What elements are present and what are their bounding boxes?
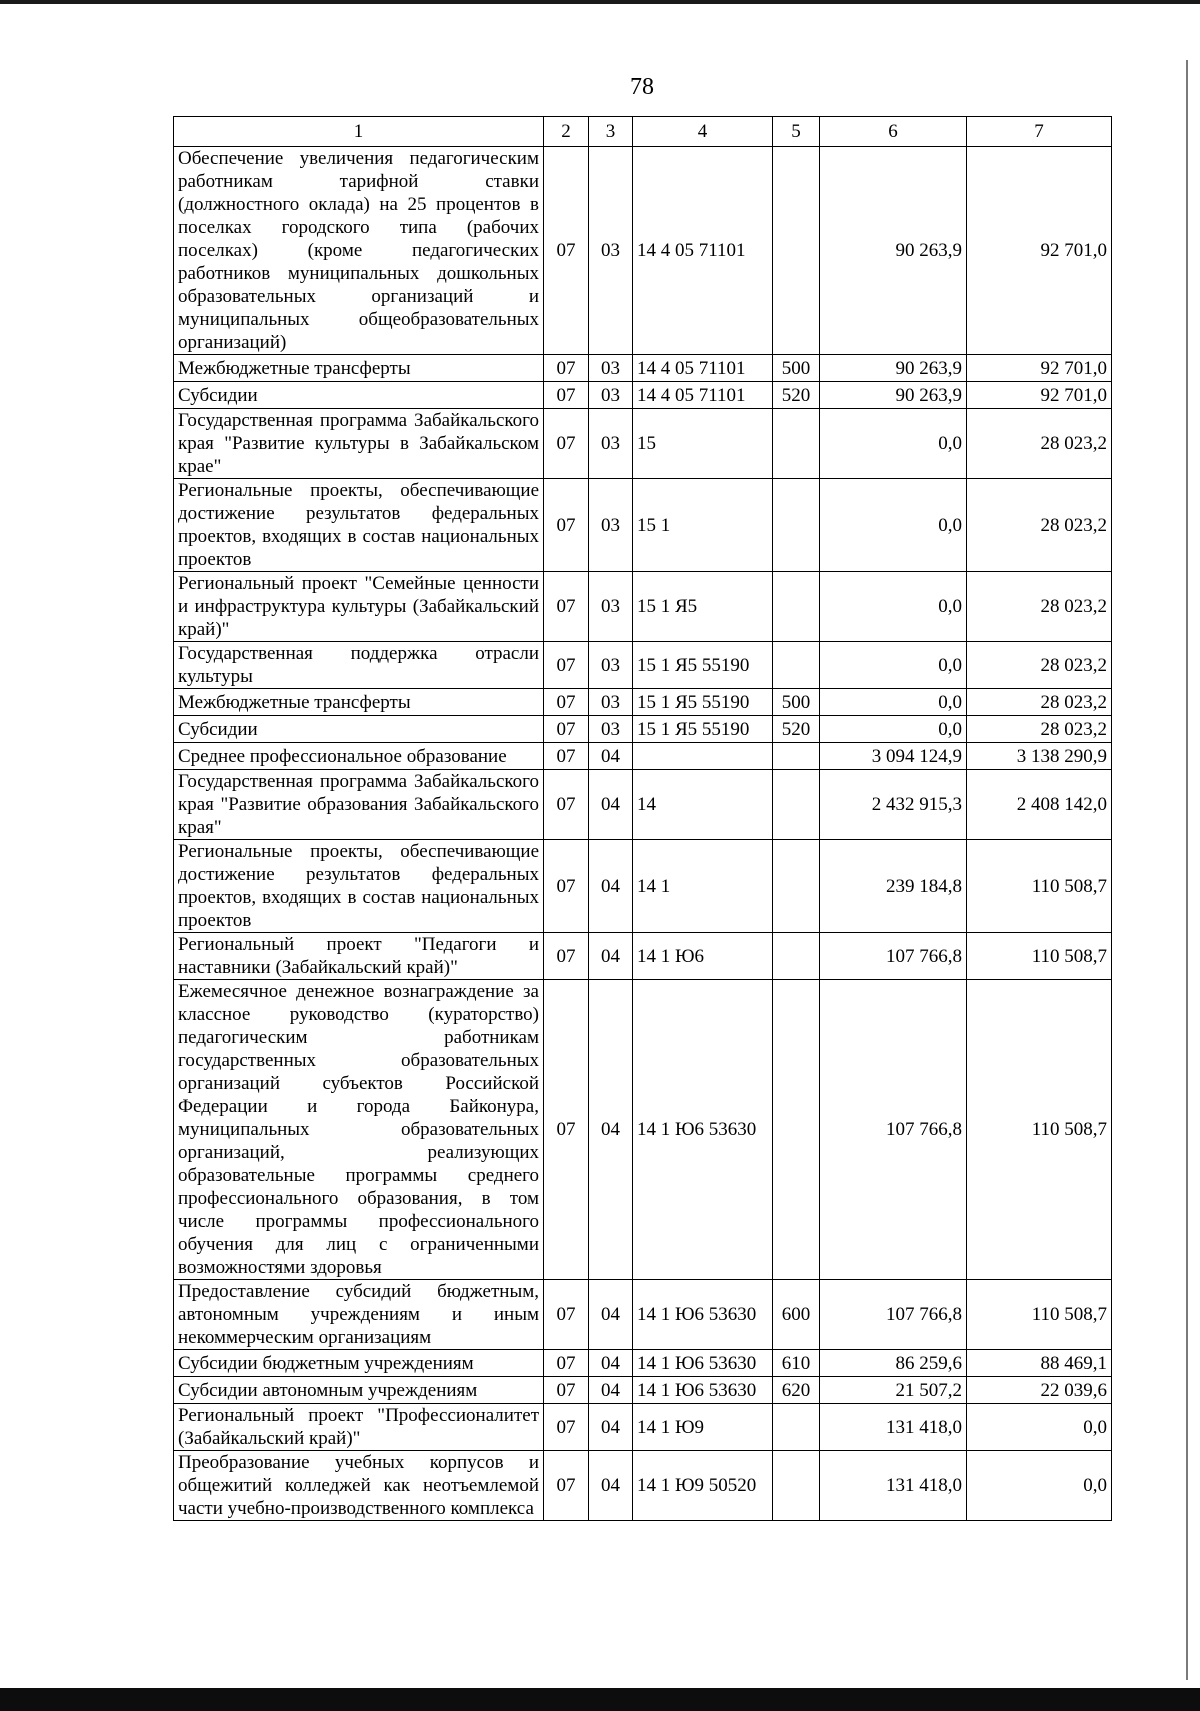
amount-year-2: 92 701,0 (967, 147, 1112, 355)
amount-year-1: 2 432 915,3 (820, 770, 967, 840)
row-name: Государственная программа Забайкальского края "Развитие образования Забайкальского края" (174, 770, 544, 840)
target-article-code: 14 1 Ю6 53630 (633, 1350, 773, 1377)
amount-year-2: 88 469,1 (967, 1350, 1112, 1377)
column-header: 5 (773, 117, 820, 147)
subsection-code: 03 (589, 716, 633, 743)
expense-type-code: 610 (773, 1350, 820, 1377)
subsection-code: 04 (589, 770, 633, 840)
amount-year-2: 28 023,2 (967, 479, 1112, 572)
header-row (174, 117, 1112, 147)
section-code: 07 (544, 1280, 589, 1350)
expense-type-code: 520 (773, 382, 820, 409)
column-header: 1 (174, 117, 544, 147)
row-name: Региональный проект "Педагоги и наставники (Забайкальский край)" (174, 933, 544, 980)
amount-year-1: 0,0 (820, 642, 967, 689)
subsection-code: 04 (589, 1280, 633, 1350)
row-name: Преобразование учебных корпусов и общежитий колледжей как неотъемлемой части учебно-производственного комплекса (174, 1451, 544, 1521)
table-row (174, 980, 1112, 1280)
expense-type-code: 620 (773, 1377, 820, 1404)
row-name: Среднее профессиональное образование (174, 743, 544, 770)
section-code: 07 (544, 689, 589, 716)
table-row (174, 382, 1112, 409)
table-row (174, 933, 1112, 980)
section-code: 07 (544, 479, 589, 572)
table-row (174, 572, 1112, 642)
amount-year-2: 0,0 (967, 1404, 1112, 1451)
section-code: 07 (544, 743, 589, 770)
row-name: Межбюджетные трансферты (174, 355, 544, 382)
amount-year-2: 28 023,2 (967, 689, 1112, 716)
row-name: Обеспечение увеличения педагогическим работникам тарифной ставки (должностного оклада) на 25 процентов в поселках городского типа (рабочих поселках) (кроме педагогических работников муниципальных дошкольных образовательных организаций и муниципальных общеобразовательных организаций) (174, 147, 544, 355)
target-article-code: 14 (633, 770, 773, 840)
page-number: 78 (630, 74, 654, 100)
target-article-code: 14 4 05 71101 (633, 147, 773, 355)
expense-type-code (773, 572, 820, 642)
table-row (174, 743, 1112, 770)
section-code: 07 (544, 980, 589, 1280)
row-name: Субсидии (174, 716, 544, 743)
amount-year-2: 3 138 290,9 (967, 743, 1112, 770)
amount-year-1: 107 766,8 (820, 933, 967, 980)
amount-year-1: 3 094 124,9 (820, 743, 967, 770)
section-code: 07 (544, 409, 589, 479)
row-name: Межбюджетные трансферты (174, 689, 544, 716)
amount-year-2: 110 508,7 (967, 1280, 1112, 1350)
amount-year-1: 0,0 (820, 409, 967, 479)
expense-type-code (773, 479, 820, 572)
expense-type-code (773, 933, 820, 980)
target-article-code: 15 1 Я5 55190 (633, 689, 773, 716)
target-article-code: 15 1 Я5 55190 (633, 716, 773, 743)
target-article-code: 14 4 05 71101 (633, 355, 773, 382)
table-row (174, 840, 1112, 933)
expense-type-code: 500 (773, 355, 820, 382)
expense-type-code (773, 840, 820, 933)
expense-type-code (773, 147, 820, 355)
amount-year-1: 239 184,8 (820, 840, 967, 933)
section-code: 07 (544, 382, 589, 409)
table-row (174, 689, 1112, 716)
amount-year-1: 0,0 (820, 479, 967, 572)
expense-type-code: 600 (773, 1280, 820, 1350)
table-row (174, 770, 1112, 840)
target-article-code: 14 1 Ю9 (633, 1404, 773, 1451)
subsection-code: 04 (589, 933, 633, 980)
target-article-code: 15 (633, 409, 773, 479)
amount-year-2: 92 701,0 (967, 355, 1112, 382)
subsection-code: 03 (589, 147, 633, 355)
amount-year-1: 90 263,9 (820, 355, 967, 382)
amount-year-2: 92 701,0 (967, 382, 1112, 409)
column-header: 2 (544, 117, 589, 147)
amount-year-1: 21 507,2 (820, 1377, 967, 1404)
section-code: 07 (544, 1350, 589, 1377)
amount-year-1: 90 263,9 (820, 382, 967, 409)
column-header: 4 (633, 117, 773, 147)
amount-year-2: 28 023,2 (967, 572, 1112, 642)
target-article-code: 14 1 (633, 840, 773, 933)
table-row (174, 147, 1112, 355)
subsection-code: 03 (589, 355, 633, 382)
amount-year-2: 28 023,2 (967, 642, 1112, 689)
row-name: Ежемесячное денежное вознаграждение за классное руководство (кураторство) педагогическим работникам государственных образовательных организаций субъектов Российской Федерации и города Байконура, муниципальных образовательных организаций, реализующих образовательные программы среднего профессионального образования, в том числе программы профессионального обучения для лиц с ограниченными возможностями здоровья (174, 980, 544, 1280)
table-row (174, 479, 1112, 572)
section-code: 07 (544, 572, 589, 642)
row-name: Субсидии бюджетным учреждениям (174, 1350, 544, 1377)
scan-edge-right (1186, 60, 1188, 1680)
section-code: 07 (544, 1404, 589, 1451)
row-name: Региональные проекты, обеспечивающие достижение результатов федеральных проектов, входящих в состав национальных проектов (174, 840, 544, 933)
column-header: 3 (589, 117, 633, 147)
table-row (174, 716, 1112, 743)
subsection-code: 03 (589, 689, 633, 716)
amount-year-1: 0,0 (820, 572, 967, 642)
amount-year-2: 0,0 (967, 1451, 1112, 1521)
row-name: Региональный проект "Профессионалитет (Забайкальский край)" (174, 1404, 544, 1451)
row-name: Государственная поддержка отрасли культуры (174, 642, 544, 689)
expense-type-code (773, 642, 820, 689)
amount-year-1: 107 766,8 (820, 1280, 967, 1350)
section-code: 07 (544, 147, 589, 355)
amount-year-2: 110 508,7 (967, 933, 1112, 980)
target-article-code: 14 1 Ю6 (633, 933, 773, 980)
row-name: Субсидии автономным учреждениям (174, 1377, 544, 1404)
amount-year-1: 0,0 (820, 716, 967, 743)
subsection-code: 04 (589, 1350, 633, 1377)
target-article-code: 14 1 Ю6 53630 (633, 1280, 773, 1350)
expense-type-code (773, 980, 820, 1280)
row-name: Субсидии (174, 382, 544, 409)
table-row (174, 1280, 1112, 1350)
row-name: Государственная программа Забайкальского края "Развитие культуры в Забайкальском крае" (174, 409, 544, 479)
subsection-code: 03 (589, 642, 633, 689)
row-name: Региональный проект "Семейные ценности и инфраструктура культуры (Забайкальский край)" (174, 572, 544, 642)
amount-year-1: 131 418,0 (820, 1404, 967, 1451)
table-row (174, 355, 1112, 382)
target-article-code: 15 1 Я5 (633, 572, 773, 642)
subsection-code: 04 (589, 743, 633, 770)
subsection-code: 04 (589, 1451, 633, 1521)
expense-type-code (773, 1404, 820, 1451)
table-row (174, 1451, 1112, 1521)
expense-type-code: 520 (773, 716, 820, 743)
expense-type-code (773, 743, 820, 770)
amount-year-2: 22 039,6 (967, 1377, 1112, 1404)
amount-year-2: 28 023,2 (967, 716, 1112, 743)
target-article-code (633, 743, 773, 770)
subsection-code: 04 (589, 980, 633, 1280)
expense-type-code (773, 409, 820, 479)
row-name: Предоставление субсидий бюджетным, автономным учреждениям и иным некоммерческим организациям (174, 1280, 544, 1350)
subsection-code: 03 (589, 382, 633, 409)
column-header: 7 (967, 117, 1112, 147)
amount-year-2: 110 508,7 (967, 980, 1112, 1280)
amount-year-1: 86 259,6 (820, 1350, 967, 1377)
amount-year-1: 131 418,0 (820, 1451, 967, 1521)
target-article-code: 15 1 (633, 479, 773, 572)
subsection-code: 04 (589, 840, 633, 933)
amount-year-2: 28 023,2 (967, 409, 1112, 479)
subsection-code: 03 (589, 572, 633, 642)
target-article-code: 15 1 Я5 55190 (633, 642, 773, 689)
table-row (174, 409, 1112, 479)
target-article-code: 14 1 Ю9 50520 (633, 1451, 773, 1521)
expense-type-code (773, 770, 820, 840)
expense-type-code: 500 (773, 689, 820, 716)
budget-table (173, 116, 1112, 1521)
row-name: Региональные проекты, обеспечивающие достижение результатов федеральных проектов, входящих в состав национальных проектов (174, 479, 544, 572)
section-code: 07 (544, 840, 589, 933)
section-code: 07 (544, 933, 589, 980)
amount-year-2: 110 508,7 (967, 840, 1112, 933)
subsection-code: 03 (589, 479, 633, 572)
amount-year-1: 90 263,9 (820, 147, 967, 355)
column-header: 6 (820, 117, 967, 147)
table-row (174, 1350, 1112, 1377)
amount-year-1: 107 766,8 (820, 980, 967, 1280)
subsection-code: 03 (589, 409, 633, 479)
table-row (174, 642, 1112, 689)
scan-border-bottom (0, 1688, 1200, 1711)
subsection-code: 04 (589, 1377, 633, 1404)
target-article-code: 14 1 Ю6 53630 (633, 1377, 773, 1404)
section-code: 07 (544, 355, 589, 382)
section-code: 07 (544, 642, 589, 689)
target-article-code: 14 1 Ю6 53630 (633, 980, 773, 1280)
table-row (174, 1404, 1112, 1451)
section-code: 07 (544, 770, 589, 840)
section-code: 07 (544, 1377, 589, 1404)
table-row (174, 1377, 1112, 1404)
amount-year-1: 0,0 (820, 689, 967, 716)
section-code: 07 (544, 1451, 589, 1521)
target-article-code: 14 4 05 71101 (633, 382, 773, 409)
section-code: 07 (544, 716, 589, 743)
expense-type-code (773, 1451, 820, 1521)
scan-border-top (0, 0, 1200, 4)
subsection-code: 04 (589, 1404, 633, 1451)
amount-year-2: 2 408 142,0 (967, 770, 1112, 840)
